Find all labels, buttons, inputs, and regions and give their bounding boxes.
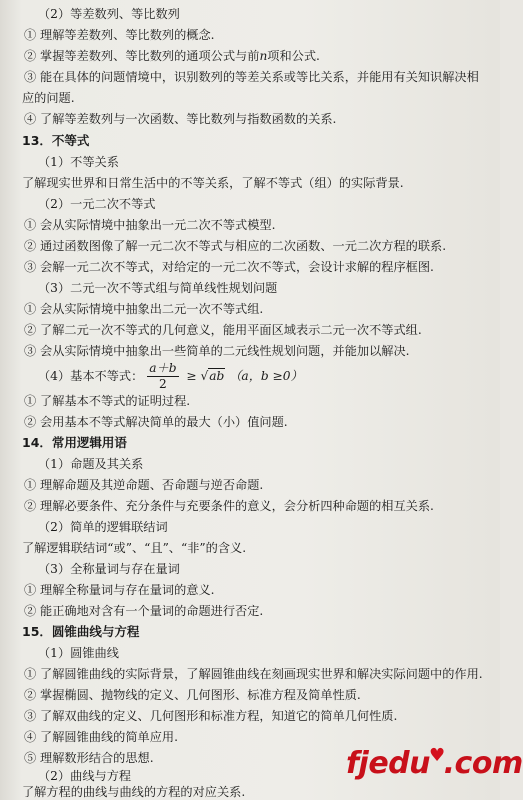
list-item: ① 理解全称量词与存在量词的意义. [24, 583, 215, 597]
item-text: 项和公式. [267, 49, 320, 63]
section-title: 14．常用逻辑用语 [22, 435, 127, 450]
square-root: √ab [200, 369, 225, 383]
subsection-title: （1）不等关系 [38, 155, 119, 169]
math-var: n [259, 49, 268, 63]
list-item: ③ 会解一元二次不等式，对给定的一元二次不等式，会设计求解的程序框图. [24, 260, 434, 274]
subsection-title: （2）一元二次不等式 [38, 197, 156, 211]
fraction-numerator: a＋b [149, 361, 177, 375]
list-item: ③ 能在具体的问题情境中，识别数列的等差关系或等比关系，并能用有关知识解决相 [24, 70, 479, 84]
list-item: ④ 了解等差数列与一次函数、等比数列与指数函数的关系. [24, 112, 337, 126]
list-item: ② 能正确地对含有一个量词的命题进行否定. [24, 604, 264, 618]
list-item: ① 了解圆锥曲线的实际背景，了解圆锥曲线在刻画现实世界和解决实际问题中的作用. [24, 667, 483, 681]
item-text: ② 掌握等差数列、等比数列的通项公式与前 [24, 49, 260, 63]
radicand: ab [209, 369, 225, 383]
watermark-text: fjedu [346, 746, 431, 781]
paragraph: 了解现实世界和日常生活中的不等关系，了解不等式（组）的实际背景. [22, 176, 404, 190]
list-item: ① 了解基本不等式的证明过程. [24, 394, 191, 408]
list-item: ① 会从实际情境中抽象出二元一次不等式组. [24, 302, 264, 316]
formula-line [38, 360, 303, 392]
list-item: ② 掌握椭圆、抛物线的定义、几何图形、标准方程及简单性质. [24, 688, 361, 702]
relation-symbol: ≥ [186, 369, 197, 383]
subsection-title: （3）全称量词与存在量词 [38, 562, 180, 576]
list-item: ④ 了解圆锥曲线的简单应用. [24, 730, 178, 744]
watermark-domain: .com [443, 746, 523, 781]
list-item: ① 会从实际情境中抽象出一元二次不等式模型. [24, 218, 276, 232]
list-item-continuation: 应的问题. [22, 91, 75, 105]
section-title: 13．不等式 [22, 133, 90, 148]
paragraph: 了解逻辑联结词“或”、“且”、“非”的含义. [22, 541, 247, 555]
list-item: ③ 了解双曲线的定义、几何图形和标准方程，知道它的简单几何性质. [24, 709, 398, 723]
subsection-title: （1）圆锥曲线 [38, 646, 119, 660]
watermark-logo [346, 746, 523, 781]
list-item: ② 理解必要条件、充分条件与充要条件的意义，会分析四种命题的相互关系. [24, 499, 434, 513]
subsection-title: （2）简单的逻辑联结词 [38, 520, 168, 534]
list-item: ② 了解二元一次不等式的几何意义，能用平面区域表示二元一次不等式组. [24, 323, 422, 337]
list-item: ① 理解命题及其逆命题、否命题与逆否命题. [24, 478, 264, 492]
list-item [24, 48, 320, 64]
paragraph: 了解方程的曲线与曲线的方程的对应关系. [22, 785, 246, 799]
section-title: 15．圆锥曲线与方程 [22, 624, 140, 639]
list-item: ① 理解等差数列、等比数列的概念. [24, 28, 215, 42]
subsection-title: （2）等差数列、等比数列 [38, 7, 180, 21]
subsection-title: （1）命题及其关系 [38, 457, 144, 471]
list-item: ② 通过函数图像了解一元二次不等式与相应的二次函数、一元二次方程的联系. [24, 239, 447, 253]
fraction [147, 361, 178, 392]
list-item: ⑤ 理解数形结合的思想. [24, 751, 154, 765]
fraction-denominator: 2 [159, 377, 167, 391]
list-item: ② 会用基本不等式解决简单的最大（小）值问题. [24, 415, 288, 429]
subsection-title: （2）曲线与方程 [38, 769, 132, 783]
list-item: ③ 会从实际情境中抽象出一些简单的二元线性规划问题，并能加以解决. [24, 344, 410, 358]
formula-condition: （a，b ≥0） [229, 369, 303, 383]
formula-label: （4）基本不等式： [38, 369, 144, 383]
subsection-title: （3）二元一次不等式组与简单线性规划问题 [38, 281, 278, 295]
heart-icon: ♥ [429, 745, 445, 766]
